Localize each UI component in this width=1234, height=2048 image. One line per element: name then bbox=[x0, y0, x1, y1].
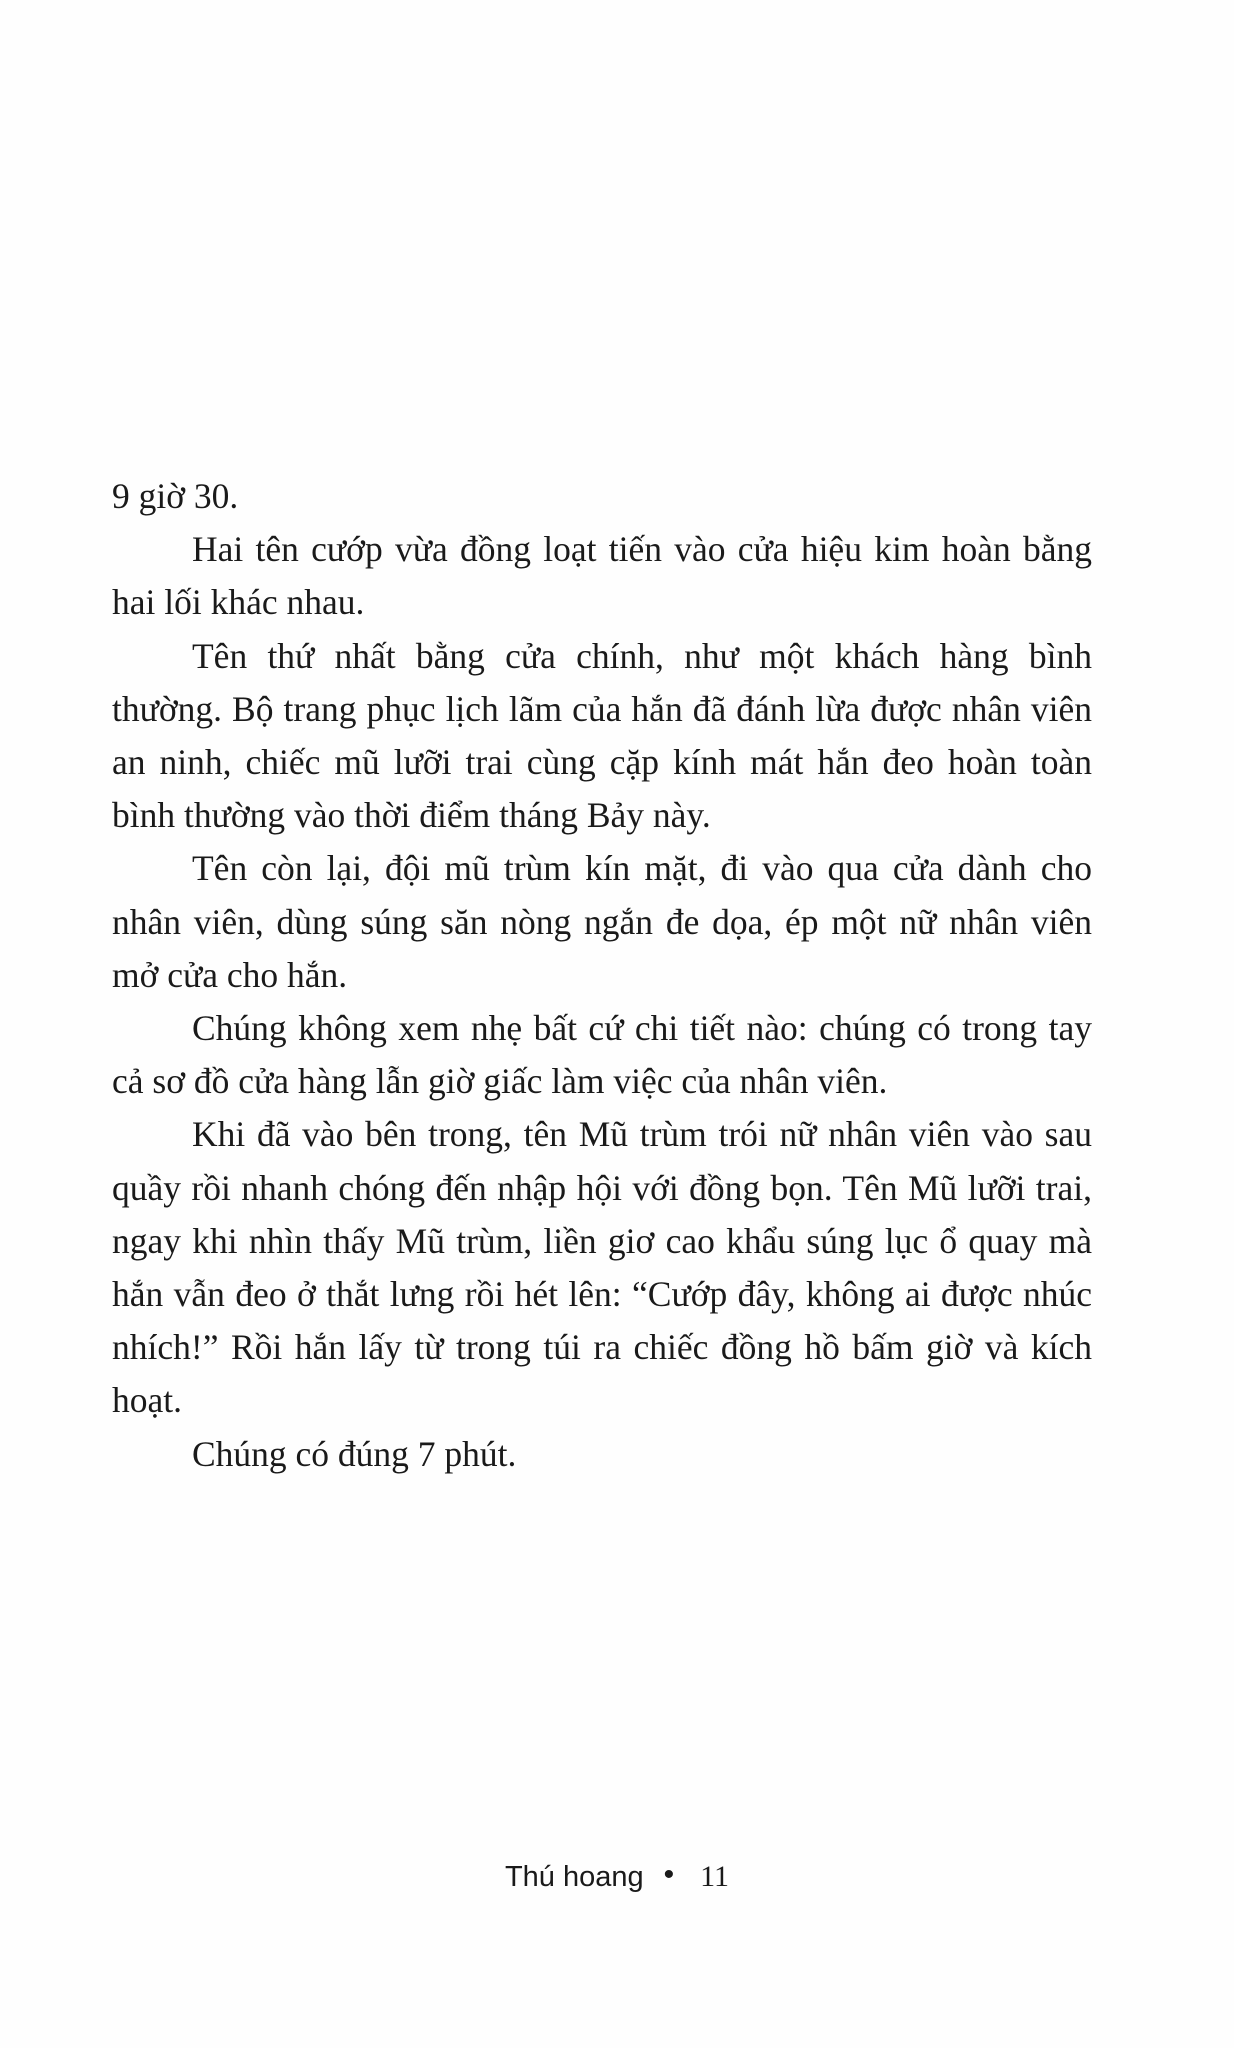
page-number: 11 bbox=[700, 1860, 730, 1893]
page-footer bbox=[0, 1860, 1234, 1894]
paragraph: Chúng có đúng 7 phút. bbox=[192, 1433, 517, 1474]
footer-separator: • bbox=[663, 1858, 675, 1891]
paragraph-time: 9 giờ 30. bbox=[112, 476, 239, 516]
paragraph: Tên thứ nhất bằng cửa chính, như một khách hàng bình thường. Bộ trang phục lịch lãm của hắn đã đánh lừa được nhân viên an ninh, chiếc mũ lưỡi trai cùng cặp kính mát hắn đeo hoàn toàn bình thường vào thời điểm tháng Bảy này. bbox=[112, 635, 1092, 836]
paragraph: Hai tên cướp vừa đồng loạt tiến vào cửa hiệu kim hoàn bằng hai lối khác nhau. bbox=[112, 529, 1092, 623]
paragraph: Chúng không xem nhẹ bất cứ chi tiết nào: chúng có trong tay cả sơ đồ cửa hàng lẫn giờ giấc làm việc của nhân viên. bbox=[112, 1008, 1092, 1102]
chapter-body bbox=[112, 470, 1092, 1481]
running-title: Thú hoang bbox=[504, 1861, 644, 1893]
paragraph: Khi đã vào bên trong, tên Mũ trùm trói nữ nhân viên vào sau quầy rồi nhanh chóng đến nhập hội với đồng bọn. Tên Mũ lưỡi trai, ngay khi nhìn thấy Mũ trùm, liền giơ cao khẩu súng lục ổ quay mà hắn vẫn đeo ở thắt lưng rồi hét lên: “Cướp đây, không ai được nhúc nhích!” Rồi hắn lấy từ trong túi ra chiếc đồng hồ bấm giờ và kích hoạt. bbox=[112, 1114, 1092, 1421]
paragraph: Tên còn lại, đội mũ trùm kín mặt, đi vào qua cửa dành cho nhân viên, dùng súng săn nòng ngắn đe dọa, ép một nữ nhân viên mở cửa cho hắn. bbox=[112, 848, 1092, 995]
